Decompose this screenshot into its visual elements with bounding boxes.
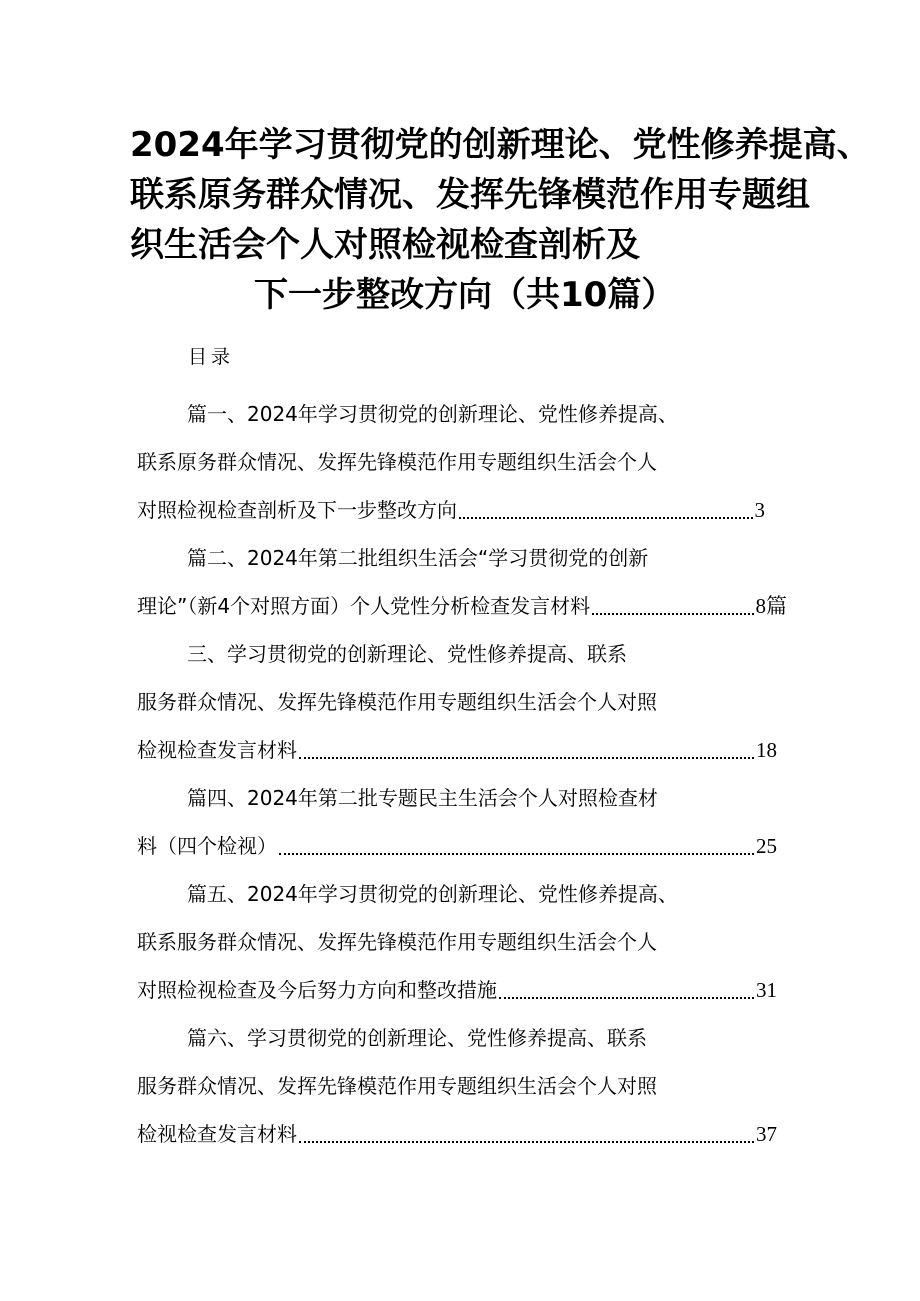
toc-entry-line [137, 722, 777, 770]
table-of-contents [137, 386, 797, 1154]
toc-entry-6[interactable] [137, 1010, 777, 1154]
title-line-3: 织生活会个人对照检视检查剖析及 [130, 225, 640, 265]
toc-entry-2[interactable] [137, 530, 787, 626]
toc-entry-line [137, 674, 777, 722]
toc-entry-text: 联系原务群众情况、发挥先锋模范作用专题组织生活会个人 [137, 450, 657, 474]
toc-entry-text: 三、学习贯彻党的创新理论、党性修养提高、联系 [187, 642, 627, 666]
toc-page-number: 8篇 [755, 594, 787, 618]
toc-entry-text: 服务群众情况、发挥先锋模范作用专题组织生活会个人对照 [137, 690, 657, 714]
toc-entry-line [137, 386, 765, 434]
toc-entry-5[interactable] [137, 866, 777, 1010]
title-line-2: 联系原务群众情况、发挥先锋模范作用专题组 [130, 175, 810, 215]
toc-entry-line [137, 530, 787, 578]
toc-entry-text: 篇一、2024年学习贯彻党的创新理论、党性修养提高、 [187, 402, 678, 426]
toc-page-number: 18 [756, 738, 777, 762]
toc-entry-text: 服务群众情况、发挥先锋模范作用专题组织生活会个人对照 [137, 1074, 657, 1098]
toc-entry-line [137, 866, 777, 914]
title-line-4: 下一步整改方向（共10篇） [254, 275, 676, 315]
toc-entry-text: 检视检查发言材料 [137, 1122, 297, 1146]
toc-entry-text: 篇二、2024年第二批组织生活会“学习贯彻党的创新 [187, 546, 649, 570]
dot-leader [592, 613, 753, 615]
toc-entry-4[interactable] [137, 770, 777, 866]
toc-entry-line [137, 626, 777, 674]
toc-entry-line [137, 578, 787, 626]
toc-entry-text: 联系服务群众情况、发挥先锋模范作用专题组织生活会个人 [137, 930, 657, 954]
dot-leader [459, 517, 753, 519]
toc-entry-text: 篇五、2024年学习贯彻党的创新理论、党性修养提高、 [187, 882, 678, 906]
toc-page-number: 25 [756, 834, 777, 858]
toc-entry-text: 理论”（新4个对照方面）个人党性分析检查发言材料 [137, 594, 591, 618]
toc-entry-text: 篇六、学习贯彻党的创新理论、党性修养提高、联系 [187, 1026, 647, 1050]
dot-leader [279, 853, 754, 855]
toc-entry-line [137, 482, 765, 530]
dot-leader [499, 997, 754, 999]
toc-entry-text: 篇四、2024年第二批专题民主生活会个人对照检查材 [187, 786, 658, 810]
toc-entry-text: 料（四个检视） [137, 834, 277, 858]
toc-entry-line [137, 1058, 777, 1106]
title-line-1: 2024年学习贯彻党的创新理论、党性修养提高、 [130, 125, 871, 165]
toc-entry-line [137, 1106, 777, 1154]
dot-leader [299, 1141, 754, 1143]
toc-page-number: 3 [754, 498, 765, 522]
toc-entry-line [137, 770, 777, 818]
toc-heading: 目录 [188, 346, 235, 368]
toc-entry-text: 对照检视检查剖析及下一步整改方向 [137, 498, 457, 522]
dot-leader [299, 757, 754, 759]
toc-page-number: 37 [756, 1122, 777, 1146]
toc-entry-line [137, 962, 777, 1010]
toc-entry-text: 检视检查发言材料 [137, 738, 297, 762]
toc-entry-line [137, 914, 777, 962]
toc-entry-text: 对照检视检查及今后努力方向和整改措施 [137, 978, 497, 1002]
toc-entry-3[interactable] [137, 626, 777, 770]
toc-entry-line [137, 1010, 777, 1058]
toc-entry-1[interactable] [137, 386, 765, 530]
toc-page-number: 31 [756, 978, 777, 1002]
document-title [130, 120, 871, 320]
toc-entry-line [137, 818, 777, 866]
toc-entry-line [137, 434, 765, 482]
